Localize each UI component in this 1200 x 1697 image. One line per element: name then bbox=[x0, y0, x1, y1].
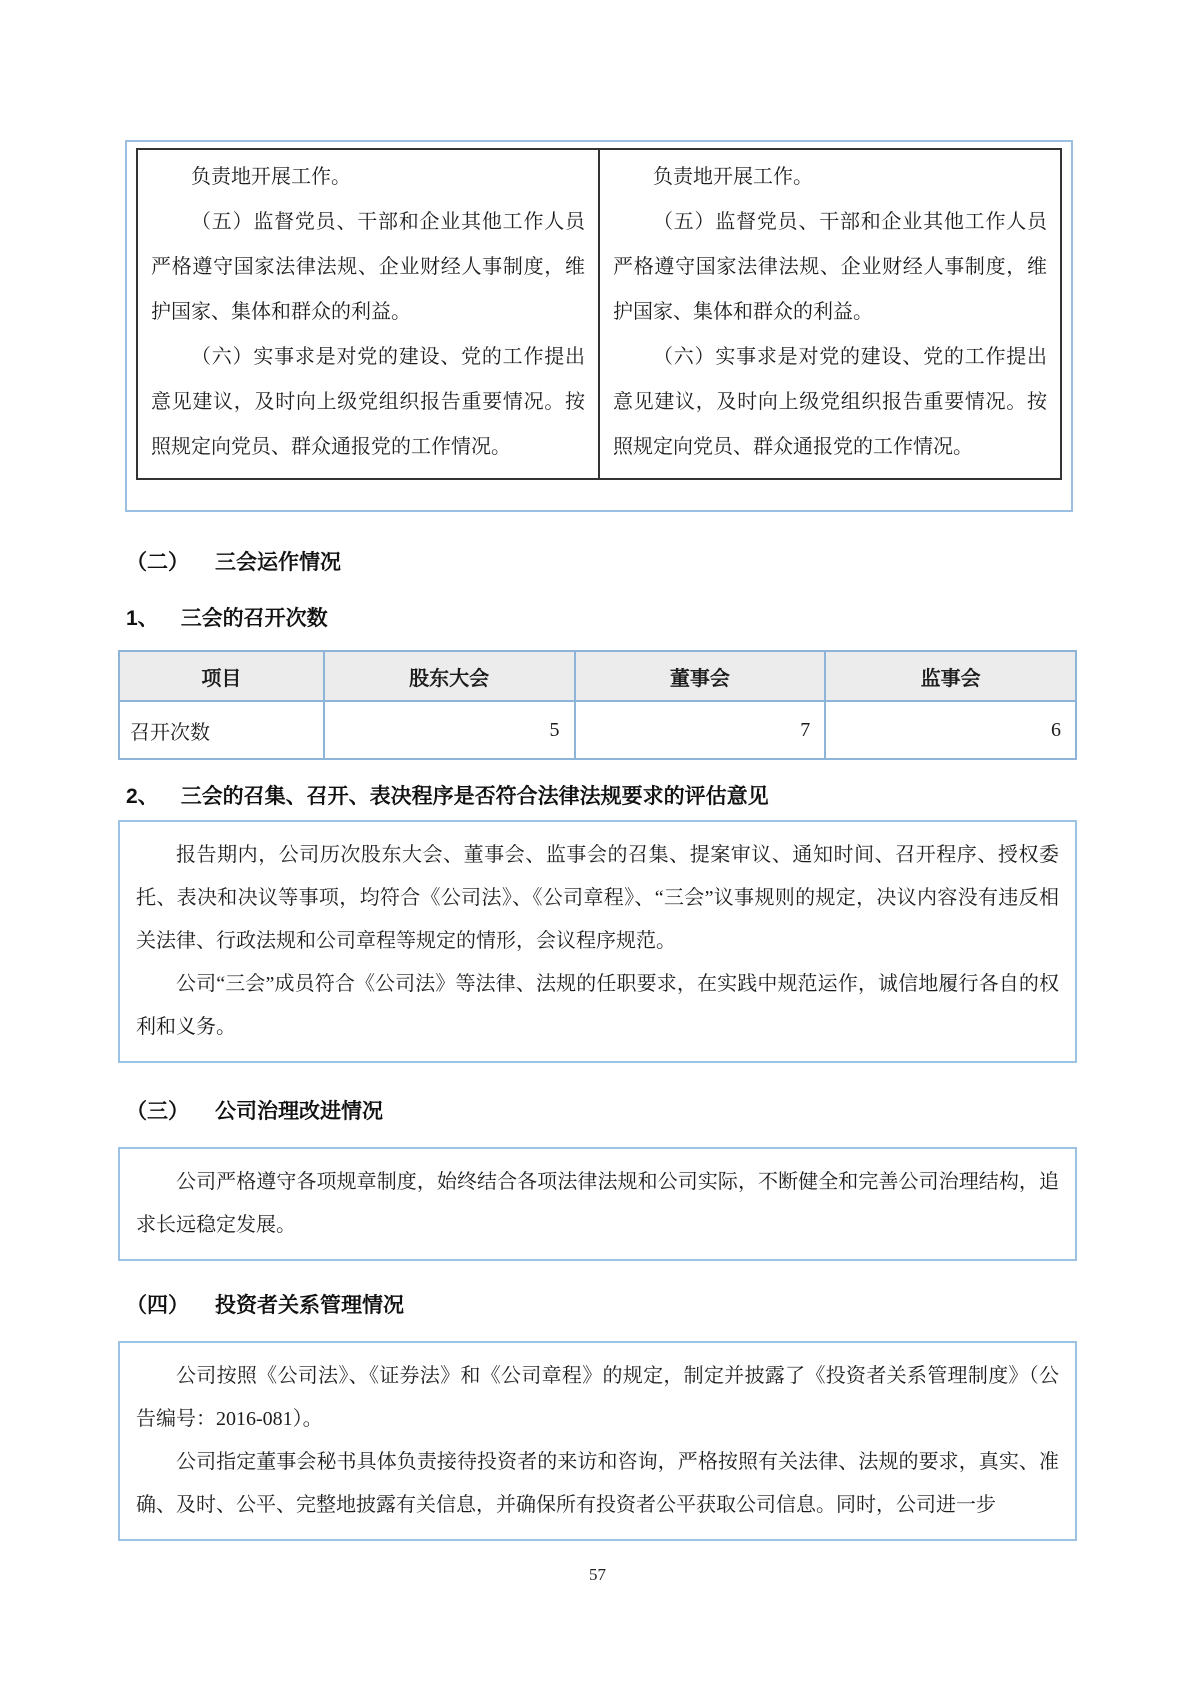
section-title: 三会运作情况 bbox=[215, 551, 341, 574]
cell-supervisor-count: 6 bbox=[825, 701, 1076, 759]
paragraph: 公司“三会”成员符合《公司法》等法律、法规的任职要求，在实践中规范运作，诚信地履行各自的权利和义务。 bbox=[136, 973, 1059, 1038]
governance-improvement-box bbox=[118, 1147, 1077, 1261]
party-duty-table bbox=[136, 148, 1062, 480]
page-number: 57 bbox=[589, 1565, 606, 1584]
meeting-count-table bbox=[118, 650, 1077, 760]
paragraph: 公司指定董事会秘书具体负责接待投资者的来访和咨询，严格按照有关法律、法规的要求，真实、准确、及时、公平、完整地披露有关信息，并确保所有投资者公平获取公司信息。同时，公司进一步 bbox=[136, 1451, 1059, 1516]
paragraph: 负责地开展工作。 bbox=[653, 166, 813, 188]
subsection-label: 1、 bbox=[126, 607, 159, 630]
subsection-label: 2、 bbox=[126, 785, 159, 808]
column-header-item: 项目 bbox=[119, 651, 324, 701]
section-label: （三） bbox=[126, 1100, 189, 1123]
governance-evaluation-box bbox=[118, 820, 1077, 1063]
paragraph: （六）实事求是对党的建设、党的工作提出意见建议，及时向上级党组织报告重要情况。按照规定向党员、群众通报党的工作情况。 bbox=[613, 346, 1047, 458]
subsection-title: 三会的召开次数 bbox=[180, 607, 328, 630]
party-duty-cell-left bbox=[137, 149, 599, 479]
paragraph: （五）监督党员、干部和企业其他工作人员严格遵守国家法律法规、企业财经人事制度，维护国家、集体和群众的利益。 bbox=[613, 211, 1047, 323]
section-label: （四） bbox=[126, 1294, 189, 1317]
paragraph: 公司按照《公司法》、《证券法》和《公司章程》的规定，制定并披露了《投资者关系管理制度》（公告编号：2016-081）。 bbox=[136, 1365, 1059, 1430]
section-label: （二） bbox=[126, 551, 189, 574]
section-heading-governance-improvement bbox=[126, 1097, 1077, 1127]
subsection-title: 三会的召集、召开、表决程序是否符合法律法规要求的评估意见 bbox=[180, 785, 769, 808]
section-heading-three-meetings bbox=[126, 548, 1077, 578]
subsection-heading-procedure-evaluation bbox=[126, 782, 1077, 812]
paragraph: 负责地开展工作。 bbox=[191, 166, 351, 188]
paragraph: （六）实事求是对党的建设、党的工作提出意见建议，及时向上级党组织报告重要情况。按照规定向党员、群众通报党的工作情况。 bbox=[151, 346, 585, 458]
column-header-shareholder: 股东大会 bbox=[324, 651, 575, 701]
paragraph: 报告期内，公司历次股东大会、董事会、监事会的召集、提案审议、通知时间、召开程序、授权委托、表决和决议等事项，均符合《公司法》、《公司章程》、“三会”议事规则的规定，决议内容没有违反相关法律、行政法规和公司章程等规定的情形，会议程序规范。 bbox=[136, 844, 1059, 952]
paragraph: 公司严格遵守各项规章制度，始终结合各项法律法规和公司实际，不断健全和完善公司治理结构，追求长远稳定发展。 bbox=[136, 1171, 1059, 1236]
column-header-supervisor: 监事会 bbox=[825, 651, 1076, 701]
subsection-heading-meeting-counts bbox=[126, 604, 1077, 634]
cell-board-count: 7 bbox=[575, 701, 826, 759]
party-duty-cell-right bbox=[599, 149, 1061, 479]
table-header-row bbox=[119, 651, 1076, 701]
cell-shareholder-count: 5 bbox=[324, 701, 575, 759]
row-label-meeting-count: 召开次数 bbox=[119, 701, 324, 759]
investor-relations-box bbox=[118, 1341, 1077, 1541]
table-row bbox=[137, 149, 1061, 479]
section-title: 公司治理改进情况 bbox=[215, 1100, 383, 1123]
section-heading-investor-relations bbox=[126, 1291, 1077, 1321]
table-row bbox=[119, 701, 1076, 759]
paragraph: （五）监督党员、干部和企业其他工作人员严格遵守国家法律法规、企业财经人事制度，维护国家、集体和群众的利益。 bbox=[151, 211, 585, 323]
column-header-board: 董事会 bbox=[575, 651, 826, 701]
section-title: 投资者关系管理情况 bbox=[215, 1294, 404, 1317]
party-duty-outer-box bbox=[125, 140, 1073, 512]
